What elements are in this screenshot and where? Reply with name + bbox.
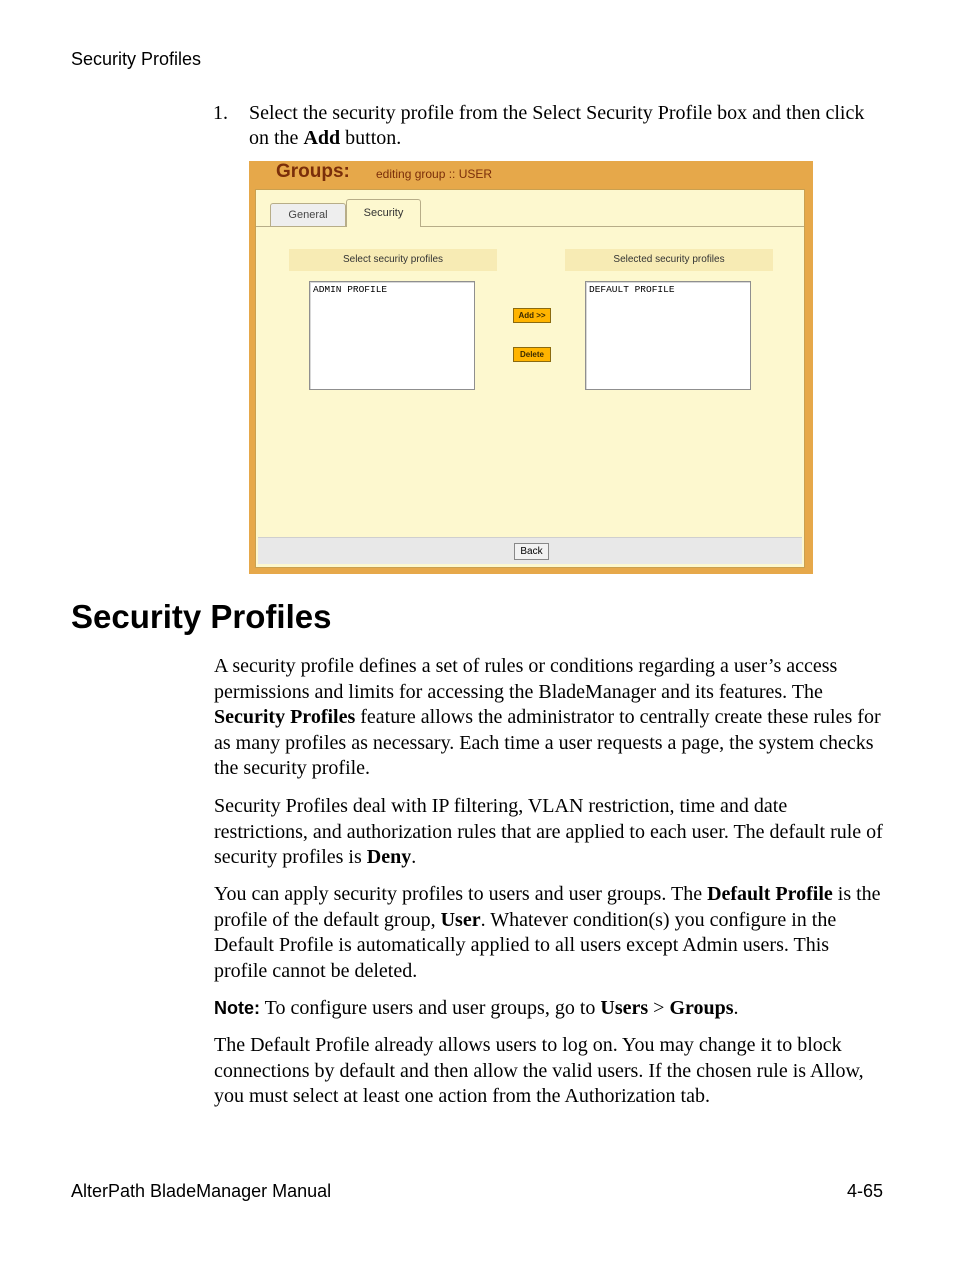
selected-profiles-list[interactable] [585,281,751,390]
tab-general[interactable]: General [270,203,346,226]
step-text-a: Select the security profile from the Select Security Profile box and then click on the [249,102,865,149]
note-e: . [733,997,739,1019]
p1-a: A security profile defines a set of rules or conditions regarding a user’s access permissions and limits for accessing the BladeManager and its features. The [214,655,838,703]
p2-c: . [411,846,417,868]
p1-c: feature allows the administrator to centrally create these rules for as many profiles as necessary. Each time a user requests a page, the system checks the security profile. [214,706,881,779]
note-bold-users: Users [600,997,649,1019]
list-item[interactable]: ADMIN PROFILE [313,284,388,295]
section-title: Security Profiles [71,598,332,635]
add-button[interactable]: Add >> [513,308,551,323]
tab-security[interactable]: Security [346,199,421,226]
step-text-bold: Add [303,127,341,149]
figure-header [249,161,813,189]
selected-profiles-header: Selected security profiles [565,249,773,271]
select-profiles-header: Select security profiles [289,249,497,271]
paragraph-1 [214,654,884,782]
p1-bold: Security Profiles [214,706,356,728]
figure-subtitle: editing group :: USER [376,167,493,181]
note-bold-groups: Groups [669,997,734,1019]
note-a: To configure users and user groups, go to [260,997,601,1019]
p2-a: Security Profiles deal with IP filtering, VLAN restriction, time and date restrictions, and authorization rules that are applied to each user. The default rule of security profiles is [214,795,883,868]
paragraph-3 [214,882,884,984]
list-item[interactable]: DEFAULT PROFILE [589,284,675,295]
p3-c: is the profile of the default group, [214,883,881,931]
note-c: > [648,997,670,1019]
p2-bold: Deny [366,846,412,868]
footer-manual-title: AlterPath BladeManager Manual [71,1181,332,1201]
footer-page-number: 4-65 [846,1181,883,1201]
p3-a: You can apply security profiles to users and user groups. The [214,883,708,905]
running-header: Security Profiles [71,49,202,69]
note-label: Note: [214,998,260,1018]
back-button[interactable]: Back [514,543,549,560]
step-text [249,101,883,151]
groups-security-screenshot [249,161,813,574]
paragraph-5: The Default Profile already allows users to log on. You may change it to block connections by default and then allow the valid users. If the chosen rule is Allow, you must select at least one action from the Authorization tab. [214,1034,864,1107]
delete-button[interactable]: Delete [513,347,551,362]
step-text-c: button. [340,127,402,149]
figure-panel [255,189,805,568]
p3-bold-2: User [440,908,481,931]
step-number: 1. [213,102,228,124]
step-1 [213,101,883,151]
note-paragraph [214,996,884,1022]
p3-bold-1: Default Profile [707,883,833,905]
paragraph-2 [214,794,884,871]
figure-title: Groups: [276,161,350,182]
tab-divider [256,226,804,227]
select-profiles-list[interactable] [309,281,475,390]
tab-active-cover [347,226,420,227]
figure-footer-bar [258,537,802,564]
p3-e: . Whatever condition(s) you configure in the Default Profile is automatically applied to all users except Admin users. This profile cannot be deleted. [214,908,837,982]
